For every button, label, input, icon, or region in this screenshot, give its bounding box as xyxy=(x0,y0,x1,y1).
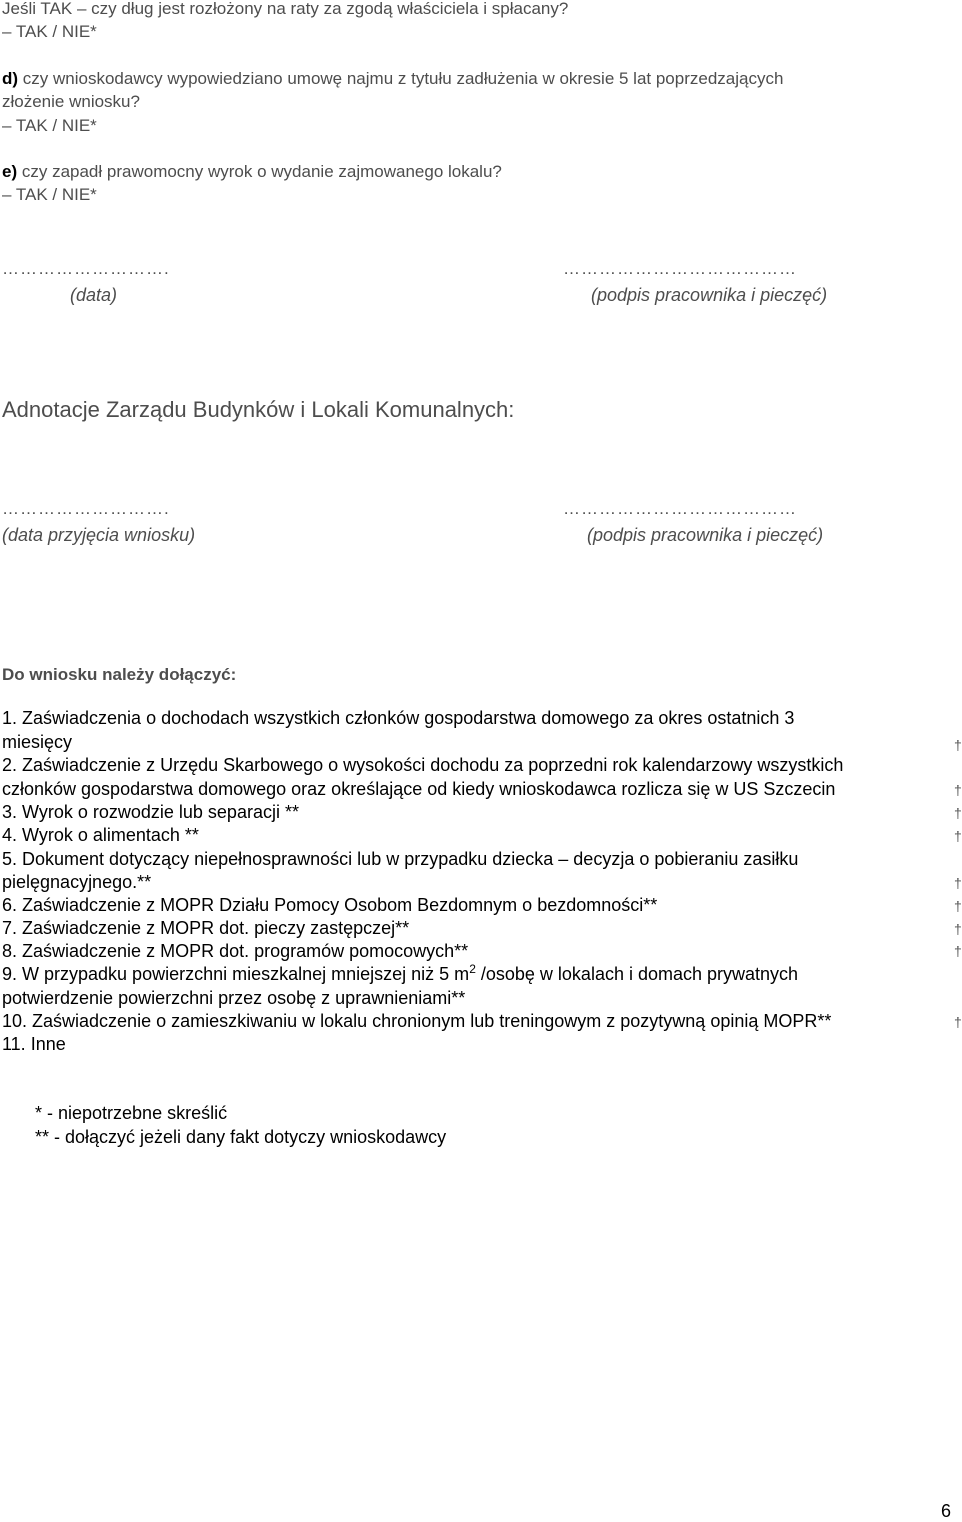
intake-date-label: (data przyjęcia wniosku) xyxy=(2,525,196,545)
question-d-label: d) xyxy=(2,69,19,88)
footnote-1: * - niepotrzebne skreślić xyxy=(35,1103,228,1123)
attachment-item-9-line-1 xyxy=(2,963,798,985)
question-c-answer: – TAK / NIE* xyxy=(2,22,97,41)
attachment-item-9-text-a: 9. W przypadku powierzchni mieszkalnej mniejszej niż 5 m xyxy=(2,964,470,984)
checkbox-item-3[interactable]: † xyxy=(954,805,962,821)
attachment-item-10: 10. Zaświadczenie o zamieszkiwaniu w lokalu chronionym lub treningowym z pozytywną opinią MOPR** xyxy=(2,1011,832,1031)
page-number: 6 xyxy=(941,1501,952,1521)
attachment-item-1-line-1: 1. Zaświadczenia o dochodach wszystkich członków gospodarstwa domowego za okres ostatnich 3 xyxy=(2,708,795,728)
attachment-item-1-line-2: miesięcy xyxy=(2,732,73,752)
checkbox-item-10[interactable]: † xyxy=(954,1014,962,1030)
attachments-heading: Do wniosku należy dołączyć: xyxy=(2,665,237,684)
question-e-label: e) xyxy=(2,162,18,181)
question-d-answer: – TAK / NIE* xyxy=(2,116,97,135)
annotations-signature-label: (podpis pracownika i pieczęć) xyxy=(587,525,824,545)
attachment-item-5-line-1: 5. Dokument dotyczący niepełnosprawności lub w przypadku dziecka – decyzja o pobieraniu zasiłku xyxy=(2,849,799,869)
date-label: (data) xyxy=(70,285,118,305)
checkbox-item-5[interactable]: † xyxy=(954,875,962,891)
question-d-text-1: czy wnioskodawcy wypowiedziano umowę najmu z tytułu zadłużenia w okresie 5 lat poprzedzających xyxy=(18,69,784,88)
annotations-signature-dots: ………………………………… xyxy=(563,499,797,518)
checkbox-item-4[interactable]: † xyxy=(954,828,962,844)
question-c-text: Jeśli TAK – czy dług jest rozłożony na raty za zgodą właściciela i spłacany? xyxy=(2,0,569,18)
signature-label: (podpis pracownika i pieczęć) xyxy=(591,285,828,305)
attachment-item-2-line-1: 2. Zaświadczenie z Urzędu Skarbowego o wysokości dochodu za poprzedni rok kalendarzowy wszystkich xyxy=(2,755,844,775)
attachment-item-5-line-2: pielęgnacyjnego.** xyxy=(2,872,152,892)
checkbox-item-6[interactable]: † xyxy=(954,898,962,914)
checkbox-item-7[interactable]: † xyxy=(954,921,962,937)
annotations-heading: Adnotacje Zarządu Budynków i Lokali Komunalnych: xyxy=(2,397,515,422)
question-d xyxy=(2,68,783,90)
intake-date-dots: ………………………. xyxy=(2,499,170,518)
attachment-item-4: 4. Wyrok o alimentach ** xyxy=(2,825,199,845)
attachment-item-2-line-2: członków gospodarstwa domowego oraz określające od kiedy wnioskodawca rozlicza się w US Szczecin xyxy=(2,779,836,799)
signature-dots: ………………………………… xyxy=(563,259,797,278)
attachment-item-9-text-b: /osobę w lokalach i domach prywatnych xyxy=(475,964,799,984)
attachment-item-6: 6. Zaświadczenie z MOPR Działu Pomocy Osobom Bezdomnym o bezdomności** xyxy=(2,895,658,915)
date-dots: ………………………. xyxy=(2,259,170,278)
attachment-item-9-line-2: potwierdzenie powierzchni przez osobę z uprawnieniami** xyxy=(2,988,466,1008)
attachment-item-7: 7. Zaświadczenie z MOPR dot. pieczy zastępczej** xyxy=(2,918,410,938)
attachment-item-9-sup: 2 xyxy=(469,962,476,976)
question-e xyxy=(2,161,502,183)
question-e-text: czy zapadł prawomocny wyrok o wydanie zajmowanego lokalu? xyxy=(17,162,502,181)
attachment-item-3: 3. Wyrok o rozwodzie lub separacji ** xyxy=(2,802,299,822)
attachment-item-8: 8. Zaświadczenie z MOPR dot. programów pomocowych** xyxy=(2,941,469,961)
attachment-item-11: 11. Inne xyxy=(2,1034,66,1054)
checkbox-item-2[interactable]: † xyxy=(954,782,962,798)
footnote-2: ** - dołączyć jeżeli dany fakt dotyczy wnioskodawcy xyxy=(35,1127,447,1147)
question-d-text-2: złożenie wniosku? xyxy=(2,92,140,111)
checkbox-item-8[interactable]: † xyxy=(954,943,962,959)
checkbox-item-1[interactable]: † xyxy=(954,737,962,753)
question-e-answer: – TAK / NIE* xyxy=(2,185,97,204)
